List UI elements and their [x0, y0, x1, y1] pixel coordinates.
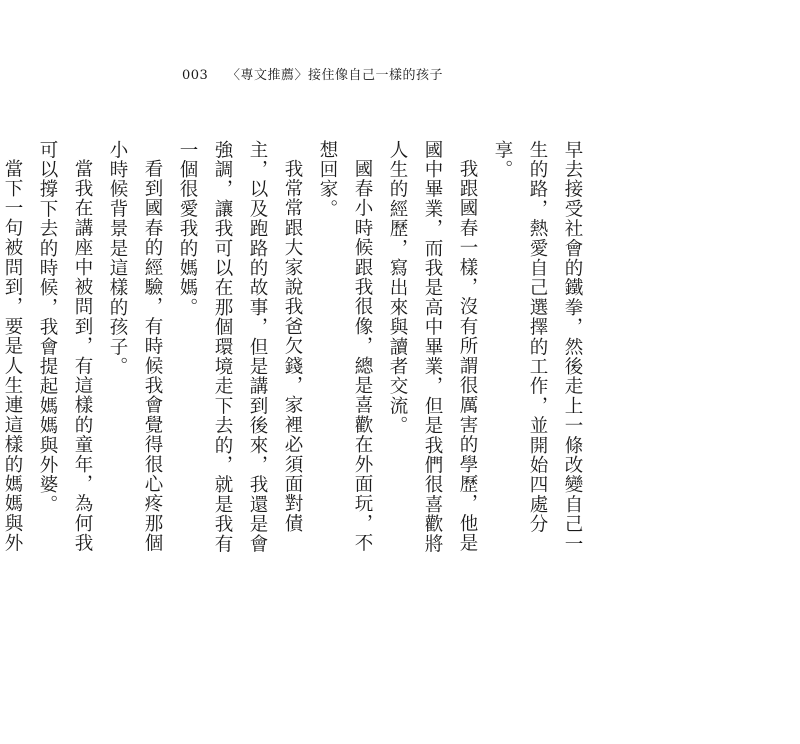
page-number: 003	[182, 68, 209, 83]
paragraph: 當下一句被問到，要是人生連這樣的媽媽與外	[2, 158, 23, 553]
paragraph: 我常常跟大家說我爸欠錢，家裡必須面對債主，以及跑路的故事，但是講到後來，我還是會強調，讓我可以在那個環境走下去的，就是我有一個很愛我的媽媽。	[177, 140, 303, 554]
running-header	[182, 64, 443, 83]
paragraph: 當我在講座中被問到，有這樣的童年，為何我可以撐下去的時候，我會提起媽媽與外婆。	[37, 140, 93, 553]
body-text	[2, 140, 590, 570]
paragraph: 早去接受社會的鐵拳，然後走上一條改變自己一生的路，熱愛自己選擇的工作，並開始四處分享。	[492, 140, 583, 554]
chapter-title: 〈專文推薦〉接住像自己一樣的孩子	[226, 68, 443, 83]
paragraph: 看到國春的經驗，有時候我會覺得很心疼那個小時候背景是這樣的孩子。	[107, 140, 163, 553]
paragraph: 我跟國春一樣，沒有所謂很厲害的學歷，他是國中畢業，而我是高中畢業，但是我們很喜歡將人生的經歷，寫出來與讀者交流。	[387, 140, 478, 554]
paragraph: 國春小時候跟我很像，總是喜歡在外面玩，不想回家。	[317, 140, 373, 553]
